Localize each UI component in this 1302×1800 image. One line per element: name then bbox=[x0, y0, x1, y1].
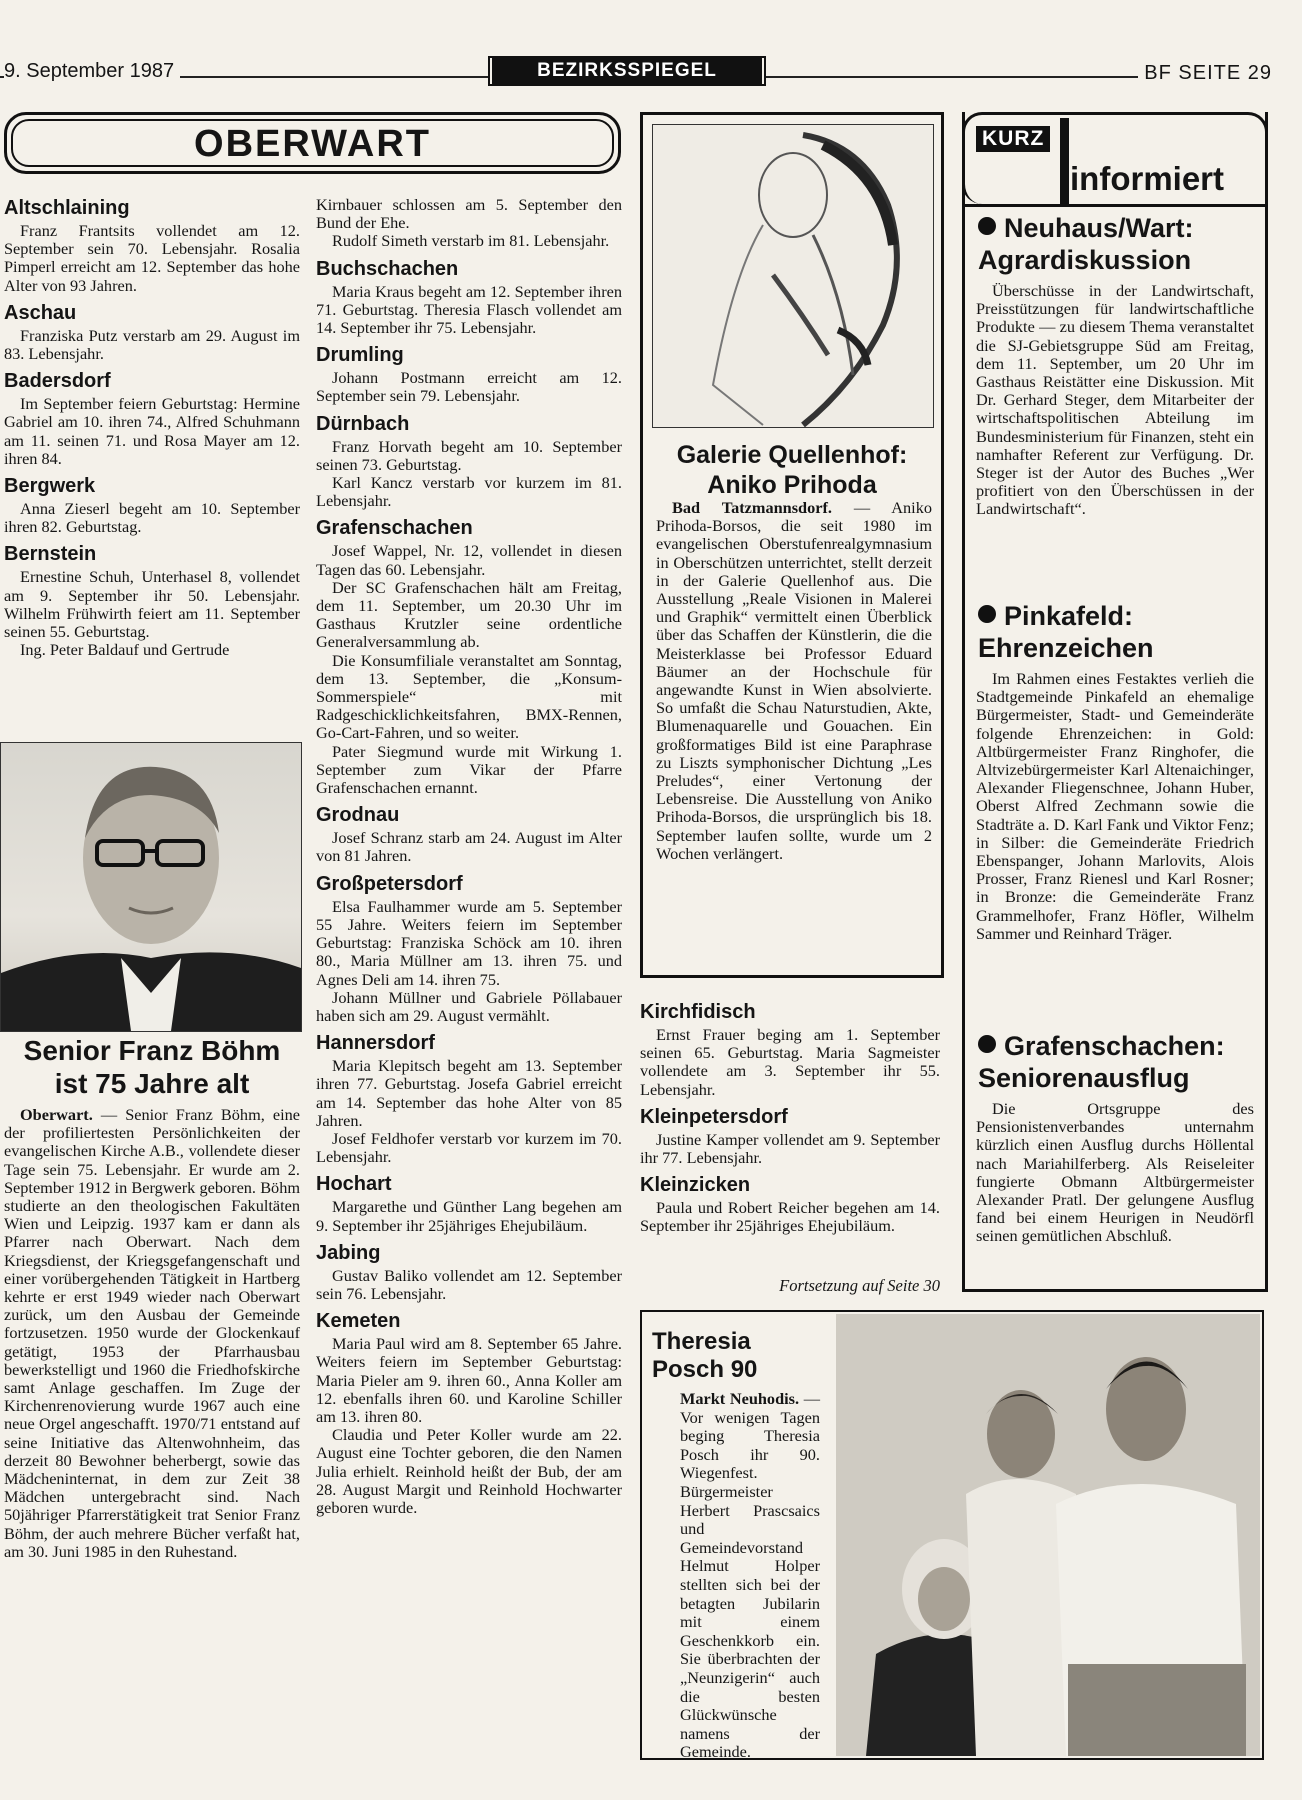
news-paragraph: Johann Postmann erreicht am 12. September sein 79. Lebensjahr. bbox=[316, 368, 622, 406]
news-paragraph: Elsa Faulhammer wurde am 5. September 55 Jahre. Weiters feiern im September Geburtstag: Franziska Schöck am 10. ihren 80., Maria Müllner am 13. ihren 75. und Agnes Deli am 14. ihren 75. bbox=[316, 896, 622, 989]
news-paragraph: Maria Paul wird am 8. September 65 Jahre. Weiters feiern im September Geburtstag: Maria Pieler am 9. ihren 60., Anna Koller am 12. ebenfalls ihren 60. und Karoline Schiller am 13. ihren 80. bbox=[316, 1334, 622, 1426]
column-1 bbox=[4, 196, 300, 659]
place-heading: Kemeten bbox=[316, 1310, 401, 1333]
kurz-title: informiert bbox=[1070, 160, 1225, 197]
page-number: BF SEITE 29 bbox=[1138, 62, 1272, 85]
region-title: OBERWART bbox=[194, 123, 431, 165]
galerie-dateline: Bad Tatzmannsdorf. bbox=[672, 498, 832, 517]
place-heading: Grafenschachen bbox=[316, 517, 473, 540]
news-paragraph: Die Konsumfiliale veranstaltet am Sonntag, dem 13. September, die „Konsum-Sommerspiele“ mit Radgeschicklichkeitsfahren, BMX-Rennen, Go-Cart-Fahren, und so weiter. bbox=[316, 650, 622, 743]
senior-headline-line1: Senior Franz Böhm bbox=[23, 1035, 281, 1066]
place-heading: Hochart bbox=[316, 1173, 392, 1196]
senior-article bbox=[4, 1106, 300, 1561]
news-paragraph: Franz Frantsits vollendet am 12. September sein 70. Lebensjahr. Rosalia Pimperl erreicht am 12. September das hohe Alter von 93 Jahren. bbox=[4, 221, 300, 295]
place-heading: Buchschachen bbox=[316, 257, 459, 280]
senior-headline bbox=[4, 1034, 300, 1100]
kurz-divider bbox=[962, 204, 1268, 207]
place-heading: Bergwerk bbox=[4, 475, 96, 498]
kurz-item-headline: Pinkafeld: Ehrenzeichen bbox=[978, 601, 1154, 663]
artwork-image bbox=[652, 124, 934, 428]
kurz-item-text: Überschüsse in der Landwirtschaft, Preisstützungen für landwirtschaftliche Produkte — zu diesem Thema veranstaltet die SJ-Gebietsgruppe Süd am Freitag, dem 11. September, um 20 Uhr im Gasthaus Reistätter eine Diskussion. Mit Dr. Gerhard Steger, dem Mitarbeiter der wirtschaftspolitischen Abteilung im Bundesministerium für Finanzen, steht ein namhafter Referent zur Verfügung. Dr. Steger ist der Autor des Buches „Wer profitiert von den Überschüssen in der Landwirtschaft“. bbox=[976, 281, 1254, 519]
news-paragraph: Maria Kraus begeht am 12. September ihren 71. Geburtstag. Theresia Flasch vollendet am 14. September ihr 75. Lebensjahr. bbox=[316, 281, 622, 338]
news-paragraph: Der SC Grafenschachen hält am Freitag, dem 11. September, um 20.30 Uhr im Gasthaus Krutzler seine ordentliche Generalversammlung ab. bbox=[316, 577, 622, 652]
news-paragraph: Gustav Baliko vollendet am 12. September sein 76. Lebensjahr. bbox=[316, 1265, 622, 1303]
kurz-bar bbox=[1060, 118, 1069, 206]
header-date: 9. September 1987 bbox=[4, 60, 180, 83]
portrait-photo bbox=[0, 742, 302, 1032]
news-paragraph: Im September feiern Geburtstag: Hermine Gabriel am 10. ihren 74., Alfred Schuhmann am 11. seinen 71. und Rosa Mayer am 12. ihren 84. bbox=[4, 394, 300, 468]
bullet-icon bbox=[978, 605, 996, 623]
news-paragraph: Justine Kamper vollendet am 9. September ihr 77. Lebensjahr. bbox=[640, 1129, 940, 1168]
place-heading: Kleinpetersdorf bbox=[640, 1105, 788, 1128]
senior-dateline: Oberwart. bbox=[20, 1105, 93, 1124]
news-paragraph: Kirnbauer schlossen am 5. September den Bund der Ehe. bbox=[316, 195, 622, 233]
theresia-text: — Vor wenigen Tagen beging Theresia Posch ihr 90. Wiegenfest. Bürgermeister Herbert Prascsaics und Gemeindevorstand Helmut Holper stellten sich bei der betagten Jubilarin mit einem Geschenkkorb ein. Sie überbrachten der „Neunzigerin“ auch die besten Glückwünsche namens der Gemeinde. bbox=[680, 1389, 820, 1762]
news-paragraph: Paula und Robert Reicher begehen am 14. September ihr 25jähriges Ehejubiläum. bbox=[640, 1198, 940, 1236]
continuation-note: Fortsetzung auf Seite 30 bbox=[779, 1276, 940, 1295]
kurz-label: KURZ bbox=[976, 126, 1050, 152]
place-heading: Jabing bbox=[316, 1241, 381, 1264]
galerie-text: — Aniko Prihoda-Borsos, die seit 1980 im evangelischen Oberstufenrealgymnasium in Oberschützen unterrichtet, stellt derzeit in der Galerie Quellenhof aus. Die Ausstellung „Reale Visionen in Malerei und Graphik“ vermittelt einen Überblick über das Schaffen der Künstlerin, die die Meisterklasse bei Professor Eduard Bäumer an der Hochschule für angewandte Kunst in Wien absolvierte. So umfaßt die Schau Naturstudien, Akte, Blumenaquarelle und Gouachen. Ein großformatiges Bild ist eine Paraphrase zu Liszts symphonischer Dichtung „Les Preludes“, einer Vertonung der Lebensreise. Die Ausstellung von Aniko Prihoda-Borsos, die ursprünglich bis 18. September laufen sollte, wurde um 2 Wochen verlängert. bbox=[656, 498, 932, 863]
news-paragraph: Josef Schranz starb am 24. August im Alter von 81 Jahren. bbox=[316, 828, 622, 866]
galerie-headline-line1: Galerie Quellenhof: bbox=[676, 441, 908, 469]
theresia-headline: Theresia Posch 90 bbox=[652, 1328, 758, 1383]
section-badge bbox=[488, 56, 766, 86]
news-paragraph: Franz Horvath begeht am 10. September seinen 73. Geburtstag. bbox=[316, 436, 622, 474]
kurz-item-headline: Grafenschachen: Seniorenausflug bbox=[978, 1031, 1225, 1093]
place-heading: Altschlaining bbox=[4, 197, 130, 219]
theresia-article bbox=[680, 1390, 820, 1762]
place-heading: Aschau bbox=[4, 301, 77, 324]
region-banner bbox=[4, 112, 621, 174]
place-heading: Hannersdorf bbox=[316, 1032, 435, 1055]
place-heading: Dürnbach bbox=[316, 412, 410, 435]
news-paragraph: Ernestine Schuh, Unterhasel 8, vollendet am 9. September ihr 50. Lebensjahr. Wilhelm Frühwirth feiert am 11. September seinen 55. Geburtstag. bbox=[4, 567, 300, 642]
place-heading: Bernstein bbox=[4, 543, 97, 566]
news-paragraph: Anna Zieserl begeht am 10. September ihren 82. Geburtstag. bbox=[4, 499, 300, 537]
place-heading: Kleinzicken bbox=[640, 1174, 751, 1197]
news-paragraph: Josef Feldhofer verstarb vor kurzem im 70. Lebensjahr. bbox=[316, 1128, 622, 1167]
news-paragraph: Margarethe und Günther Lang begehen am 9. September ihr 25jähriges Ehejubiläum. bbox=[316, 1197, 622, 1235]
news-paragraph: Johann Müllner und Gabriele Pöllabauer haben sich am 29. August vermählt. bbox=[316, 987, 622, 1025]
news-paragraph: Franziska Putz verstarb am 29. August im 83. Lebensjahr. bbox=[4, 325, 300, 364]
news-paragraph: Ernst Frauer beging am 1. September seinen 65. Geburtstag. Maria Sagmeister vollendete am 3. September ihr 55. Lebensjahr. bbox=[640, 1025, 940, 1099]
news-paragraph: Ing. Peter Baldauf und Gertrude bbox=[20, 640, 230, 660]
section-label: BEZIRKSSPIEGEL bbox=[492, 58, 762, 84]
senior-text: — Senior Franz Böhm, eine der profiliertesten Persönlichkeiten der evangelischen Kirche A.B., vollendete dieser Tage sein 75. Lebensjahr. Er wurde am 2. September 1912 in Bergwerk geboren. Böhm studierte an den theologischen Fakultäten Wien und Leipzig. 1937 kam er dann als Pfarrer nach Oberwart. Nach dem Kriegsdienst, der Kriegsgefangenschaft und einer vorübergehenden Tätigkeit in Hartberg kehrte er erst 1949 wieder nach Oberwart zurück, um den Ausbau der Gemeinde fortzusetzen. 1950 wurde der Glockenkauf getätigt, 1953 der Pfarrhausbau bewerkstelligt und 1960 die Friedhofskirche samt Anlage geschaffen. Im Zuge der Kirchenrenovierung wurde 1967 auch eine neue Orgel angeschafft. 1970/71 entstand auf seine Initiative das Altenwohnheim, das derzeit 80 Bewohner beherbergt, sowie das Mädcheninternat, in dem zur Zeit 38 Mädchen untergebracht sind. Nach 50jähriger Pfarrerstätigkeit trat Senior Franz Böhm, der auch mehrere Bücher verfaßt hat, am 30. Juni 1985 in den Ruhestand. bbox=[4, 1105, 300, 1561]
place-heading: Großpetersdorf bbox=[316, 872, 463, 895]
group-photo bbox=[836, 1314, 1260, 1756]
place-heading: Grodnau bbox=[316, 804, 400, 827]
kurz-item-headline: Neuhaus/Wart: Agrardiskussion bbox=[978, 213, 1194, 275]
news-paragraph: Claudia und Peter Koller wurde am 22. August eine Tochter geboren, die den Namen Julia erhielt. Reinhold heißt der Bub, der am 28. August Margit und Reinhold Hochwarter geboren wurde. bbox=[316, 1425, 622, 1517]
news-paragraph: Rudolf Simeth verstarb im 81. Lebensjahr. bbox=[332, 231, 610, 251]
kurz-item-text: Im Rahmen eines Festaktes verlieh die Stadtgemeinde Pinkafeld an ehemalige Bürgermeister, Stadt- und Gemeinderäte folgende Ehrenzeichen: in Gold: Altbürgermeister Franz Ringhofer, die Altvizebürgermeister Karl Altenaichinger, Alexander Fliegenschnee, Johann Huber, Oberst Alfred Zechmann sowie die Stadträte a. D. Karl Fank und Viktor Fenz; in Silber: die Gemeinderäte Friedrich Ebenspanger, Johann Marlovits, Alois Prosser, Franz Rienesl und Karl Rosner; in Bronze: die Gemeinderäte Franz Grammelhofer, Franz Höfler, Wilhelm Sammer und Reinhard Träger. bbox=[976, 669, 1254, 943]
kurz-item-text: Die Ortsgruppe des Pensionistenverbandes unternahm kürzlich einen Ausflug durchs Höllental nach Mariahilferberg. Als Reiseleiter fungierte Obmann Altbürgermeister Alexander Pratl. Der gelungene Ausflug fand bei einem Heurigen in Neudörfl seinen gemütlichen Abschluß. bbox=[976, 1099, 1254, 1246]
bullet-icon bbox=[978, 217, 996, 235]
senior-headline-line2: ist 75 Jahre alt bbox=[54, 1068, 250, 1099]
theresia-dateline: Markt Neuhodis. bbox=[680, 1389, 800, 1408]
place-heading: Drumling bbox=[316, 344, 404, 367]
place-heading: Badersdorf bbox=[4, 370, 111, 393]
column-2 bbox=[316, 196, 622, 1517]
galerie-headline bbox=[648, 440, 936, 500]
column-3 bbox=[640, 1000, 940, 1236]
news-paragraph: Pater Siegmund wurde mit Wirkung 1. September zum Vikar der Pfarre Grafenschachen ernannt. bbox=[316, 741, 622, 798]
bullet-icon bbox=[978, 1035, 996, 1053]
news-paragraph: Maria Klepitsch begeht am 13. September ihren 77. Geburtstag. Josefa Gabriel erreicht am 14. September das hohe Alter von 85 Jahren. bbox=[316, 1056, 622, 1130]
place-heading: Kirchfidisch bbox=[640, 1001, 756, 1023]
news-paragraph: Karl Kancz verstarb vor kurzem im 81. Lebensjahr. bbox=[316, 473, 622, 511]
news-paragraph: Josef Wappel, Nr. 12, vollendet in diesen Tagen das 60. Lebensjahr. bbox=[316, 541, 622, 579]
galerie-headline-line2: Aniko Prihoda bbox=[707, 471, 877, 499]
galerie-article bbox=[656, 499, 932, 863]
